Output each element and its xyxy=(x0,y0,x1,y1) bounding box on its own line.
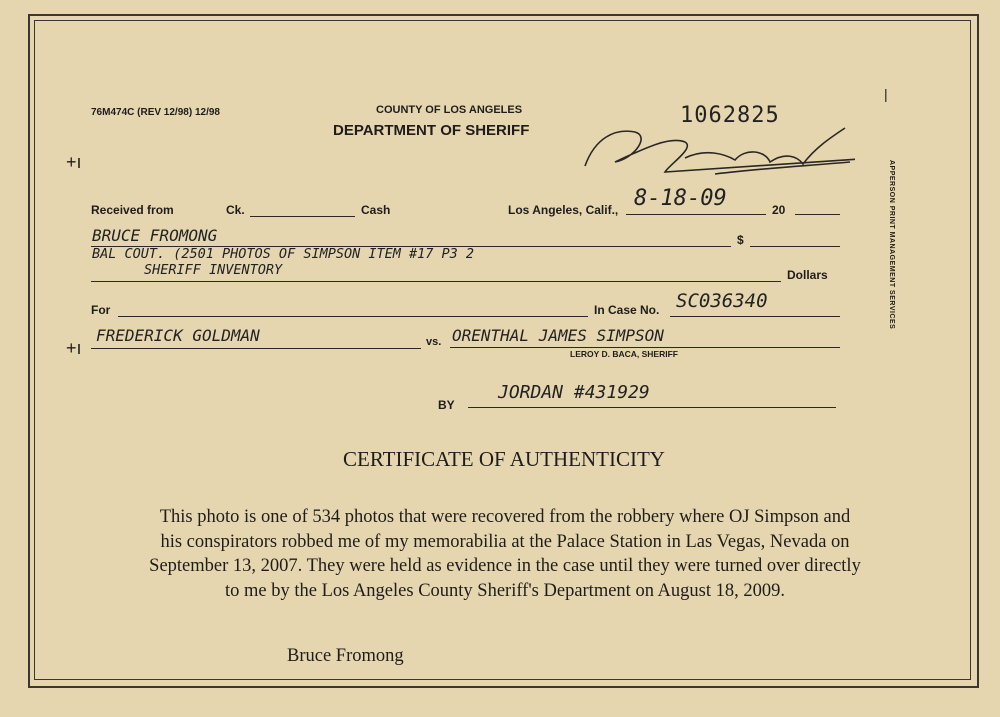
year-label: 20 xyxy=(772,203,786,217)
by-value: JORDAN #431929 xyxy=(498,382,650,403)
registration-mark-2: +ı xyxy=(66,338,82,358)
department-title: DEPARTMENT OF SHERIFF xyxy=(333,122,530,139)
by-label: BY xyxy=(438,398,455,412)
registration-mark: +ı xyxy=(66,152,82,172)
vs-label: vs. xyxy=(426,336,442,348)
for-label: For xyxy=(91,303,111,317)
location-label: Los Angeles, Calif., xyxy=(508,203,619,217)
dollar-sign: $ xyxy=(737,233,744,247)
case-label: In Case No. xyxy=(594,303,660,317)
body-line: to me by the Los Angeles County Sheriff's Department on August 18, 2009. xyxy=(225,580,785,601)
received-from-label: Received from xyxy=(91,203,174,217)
description-line-2: SHERIFF INVENTORY xyxy=(144,262,283,278)
signer-name: Bruce Fromong xyxy=(287,646,404,666)
tick-mark: | xyxy=(884,86,888,102)
form-code: 76M474C (REV 12/98) 12/98 xyxy=(91,107,220,118)
case-number-value: SC036340 xyxy=(676,290,768,312)
certificate-body xyxy=(60,505,950,603)
date-value: 8-18-09 xyxy=(634,186,727,211)
defendant-value: ORENTHAL JAMES SIMPSON xyxy=(452,326,664,345)
certificate-title: CERTIFICATE OF AUTHENTICITY xyxy=(343,447,665,471)
vendor-label: APPERSON PRINT MANAGEMENT SERVICES xyxy=(888,160,895,330)
body-line: his conspirators robbed me of my memorabilia at the Palace Station in Las Vegas, Nevada on xyxy=(160,531,850,552)
receipt-number: 1062825 xyxy=(680,103,780,128)
sheriff-label: LEROY D. BACA, SHERIFF xyxy=(570,349,678,359)
cash-label: Cash xyxy=(361,203,391,217)
county-label: COUNTY OF LOS ANGELES xyxy=(376,104,523,116)
dollars-label: Dollars xyxy=(787,268,828,282)
body-line: This photo is one of 534 photos that were recovered from the robbery where OJ Simpson and xyxy=(159,507,851,527)
body-line: September 13, 2007. They were held as evidence in the case until they were turned over directly xyxy=(149,556,861,576)
ck-label: Ck. xyxy=(226,203,245,217)
received-from-value: BRUCE FROMONG xyxy=(92,226,218,245)
description-line-1: BAL COUT. (2501 PHOTOS OF SIMPSON ITEM #17 P3 2 xyxy=(92,246,475,262)
plaintiff-value: FREDERICK GOLDMAN xyxy=(96,326,260,345)
